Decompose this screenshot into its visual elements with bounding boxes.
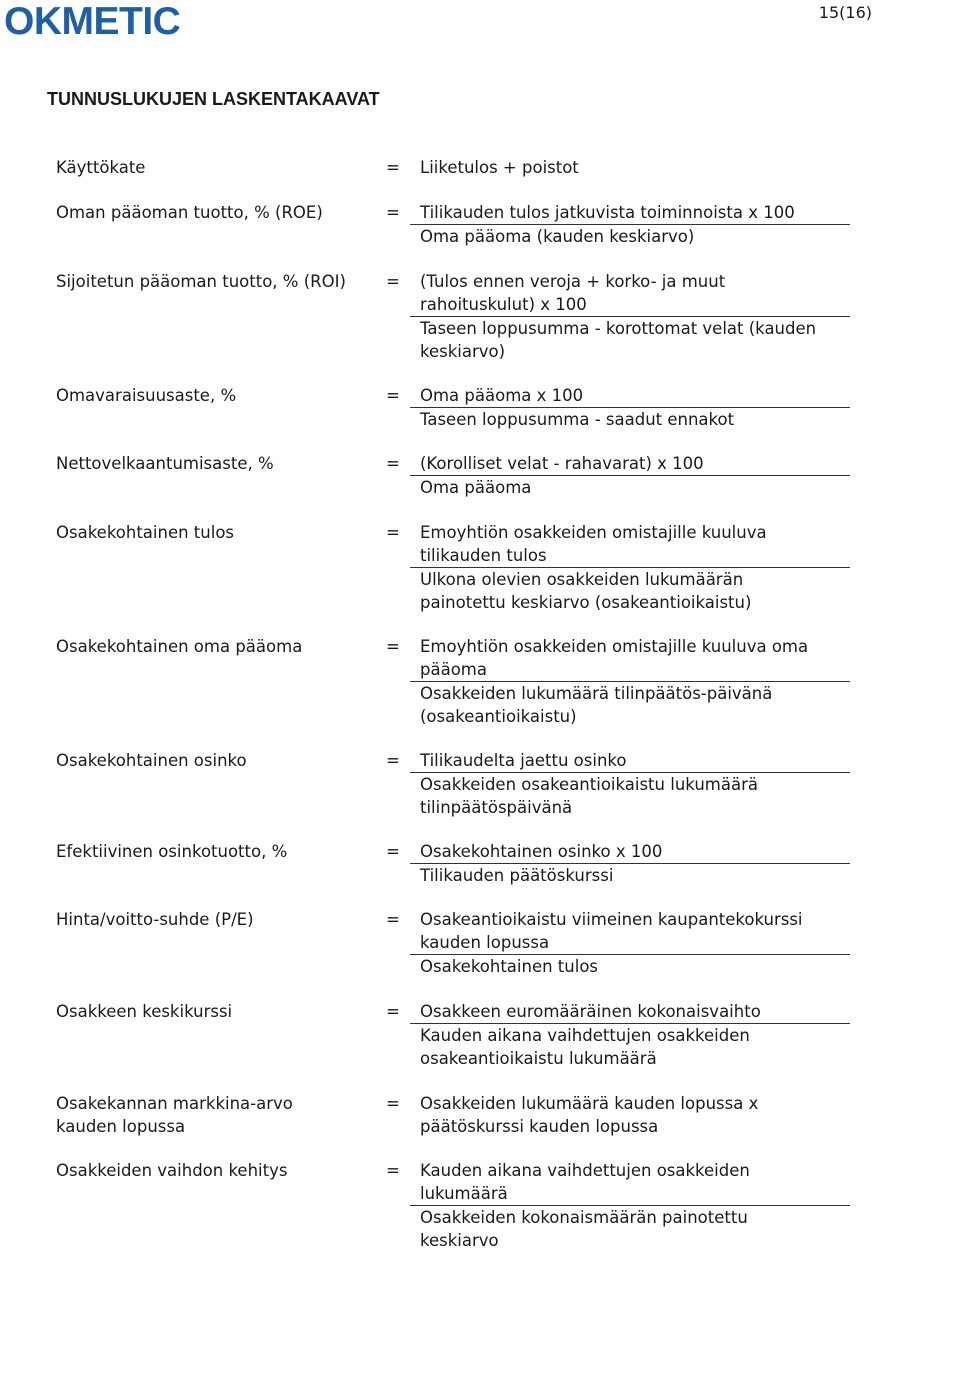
equals-sign: = xyxy=(386,272,400,291)
denominator xyxy=(410,1024,850,1070)
numerator-line: Liiketulos + poistot xyxy=(420,158,579,177)
term-line: Osakkeen keskikurssi xyxy=(56,1002,233,1021)
formula-expression xyxy=(410,270,850,363)
denominator xyxy=(410,225,850,248)
formula-expression xyxy=(410,521,850,614)
denominator-line: painotettu keskiarvo (osakeantioikaistu) xyxy=(420,593,752,612)
numerator xyxy=(410,908,850,955)
term-line: kauden lopussa xyxy=(56,1117,186,1136)
formula-expression xyxy=(410,635,850,728)
numerator xyxy=(410,1092,850,1138)
formula-expression xyxy=(410,452,850,499)
numerator xyxy=(410,270,850,317)
denominator-line: Osakkeiden osakeantioikaistu lukumäärä xyxy=(420,775,758,794)
formula-term xyxy=(56,1000,376,1023)
formula-term xyxy=(56,908,376,931)
formula-term xyxy=(56,270,376,293)
numerator-line: Tilikaudelta jaettu osinko xyxy=(420,751,627,770)
term-line: Osakekohtainen tulos xyxy=(56,523,235,542)
denominator-line: Ulkona olevien osakkeiden lukumäärän xyxy=(420,570,744,589)
page-title: TUNNUSLUKUJEN LASKENTAKAAVAT xyxy=(47,89,380,109)
term-line: Käyttökate xyxy=(56,158,146,177)
numerator xyxy=(410,156,850,179)
numerator xyxy=(410,201,850,225)
formula-expression xyxy=(410,201,850,248)
formula-expression xyxy=(410,1000,850,1070)
formula-term xyxy=(56,156,376,179)
numerator xyxy=(410,840,850,864)
formula-term xyxy=(56,840,376,863)
formula-term xyxy=(56,521,376,544)
numerator-line: kauden lopussa xyxy=(420,933,550,952)
numerator-line: Tilikauden tulos jatkuvista toiminnoista x 100 xyxy=(420,203,795,222)
equals-sign: = xyxy=(386,1002,400,1021)
numerator-line: Emoyhtiön osakkeiden omistajille kuuluva oma xyxy=(420,637,809,656)
equals-sign: = xyxy=(386,158,400,177)
formula-term xyxy=(56,635,376,658)
denominator xyxy=(410,408,850,431)
numerator xyxy=(410,749,850,773)
numerator-line: Oma pääoma x 100 xyxy=(420,386,584,405)
numerator-line: Kauden aikana vaihdettujen osakkeiden xyxy=(420,1161,750,1180)
equals-sign: = xyxy=(386,1094,400,1113)
numerator-line: lukumäärä xyxy=(420,1184,508,1203)
term-line: Efektiivinen osinkotuotto, % xyxy=(56,842,288,861)
numerator-line: Emoyhtiön osakkeiden omistajille kuuluva xyxy=(420,523,767,542)
denominator xyxy=(410,955,850,978)
term-line: Omavaraisuusaste, % xyxy=(56,386,237,405)
term-line: Hinta/voitto-suhde (P/E) xyxy=(56,910,254,929)
formula-term xyxy=(56,749,376,772)
term-line: Osakekannan markkina-arvo xyxy=(56,1094,293,1113)
numerator-line: Osakeantioikaistu viimeinen kaupantekokurssi xyxy=(420,910,803,929)
denominator xyxy=(410,773,850,819)
numerator-line: (Tulos ennen veroja + korko- ja muut xyxy=(420,272,726,291)
equals-sign: = xyxy=(386,523,400,542)
formula-term xyxy=(56,452,376,475)
denominator xyxy=(410,864,850,887)
term-line: Osakekohtainen oma pääoma xyxy=(56,637,303,656)
numerator-line: päätöskurssi kauden lopussa xyxy=(420,1117,659,1136)
formula-expression xyxy=(410,749,850,819)
equals-sign: = xyxy=(386,386,400,405)
equals-sign: = xyxy=(386,203,400,222)
equals-sign: = xyxy=(386,910,400,929)
numerator-line: (Korolliset velat - rahavarat) x 100 xyxy=(420,454,704,473)
okmetic-logo: OKMETIC xyxy=(4,0,181,43)
equals-sign: = xyxy=(386,1161,400,1180)
numerator-line: rahoituskulut) x 100 xyxy=(420,295,587,314)
term-line: Sijoitetun pääoman tuotto, % (ROI) xyxy=(56,272,346,291)
equals-sign: = xyxy=(386,637,400,656)
denominator-line: Kauden aikana vaihdettujen osakkeiden xyxy=(420,1026,750,1045)
numerator xyxy=(410,1000,850,1024)
numerator-line: pääoma xyxy=(420,660,487,679)
formula-term xyxy=(56,1092,376,1138)
numerator-line: Osakkeen euromääräinen kokonaisvaihto xyxy=(420,1002,761,1021)
formula-expression xyxy=(410,908,850,978)
denominator xyxy=(410,682,850,728)
term-line: Nettovelkaantumisaste, % xyxy=(56,454,274,473)
formula-term xyxy=(56,384,376,407)
denominator-line: osakeantioikaistu lukumäärä xyxy=(420,1049,657,1068)
numerator-line: tilikauden tulos xyxy=(420,546,547,565)
numerator xyxy=(410,1159,850,1206)
denominator xyxy=(410,476,850,499)
denominator xyxy=(410,568,850,614)
equals-sign: = xyxy=(386,751,400,770)
denominator xyxy=(410,317,850,363)
denominator-line: keskiarvo xyxy=(420,1231,499,1250)
formula-expression xyxy=(410,384,850,431)
denominator-line: Osakekohtainen tulos xyxy=(420,957,599,976)
denominator-line: keskiarvo) xyxy=(420,342,506,361)
term-line: Osakkeiden vaihdon kehitys xyxy=(56,1161,288,1180)
denominator-line: Oma pääoma xyxy=(420,478,532,497)
denominator-line: (osakeantioikaistu) xyxy=(420,707,577,726)
denominator-line: Tilikauden päätöskurssi xyxy=(420,866,614,885)
equals-sign: = xyxy=(386,454,400,473)
denominator-line: Taseen loppusumma - saadut ennakot xyxy=(420,410,735,429)
denominator-line: Osakkeiden lukumäärä tilinpäätös-päivänä xyxy=(420,684,773,703)
denominator-line: Oma pääoma (kauden keskiarvo) xyxy=(420,227,695,246)
denominator-line: Osakkeiden kokonaismäärän painotettu xyxy=(420,1208,748,1227)
numerator-line: Osakkeiden lukumäärä kauden lopussa x xyxy=(420,1094,759,1113)
page-number: 15(16) xyxy=(818,3,872,22)
term-line: Osakekohtainen osinko xyxy=(56,751,247,770)
numerator-line: Osakekohtainen osinko x 100 xyxy=(420,842,663,861)
equals-sign: = xyxy=(386,842,400,861)
denominator-line: Taseen loppusumma - korottomat velat (kauden xyxy=(420,319,817,338)
term-line: Oman pääoman tuotto, % (ROE) xyxy=(56,203,323,222)
formula-expression xyxy=(410,156,850,179)
formula-term xyxy=(56,201,376,224)
formula-expression xyxy=(410,840,850,887)
numerator xyxy=(410,635,850,682)
numerator xyxy=(410,521,850,568)
formula-expression xyxy=(410,1092,850,1138)
numerator xyxy=(410,384,850,408)
numerator xyxy=(410,452,850,476)
formula-expression xyxy=(410,1159,850,1252)
denominator xyxy=(410,1206,850,1252)
denominator-line: tilinpäätöspäivänä xyxy=(420,798,573,817)
formula-term xyxy=(56,1159,376,1182)
